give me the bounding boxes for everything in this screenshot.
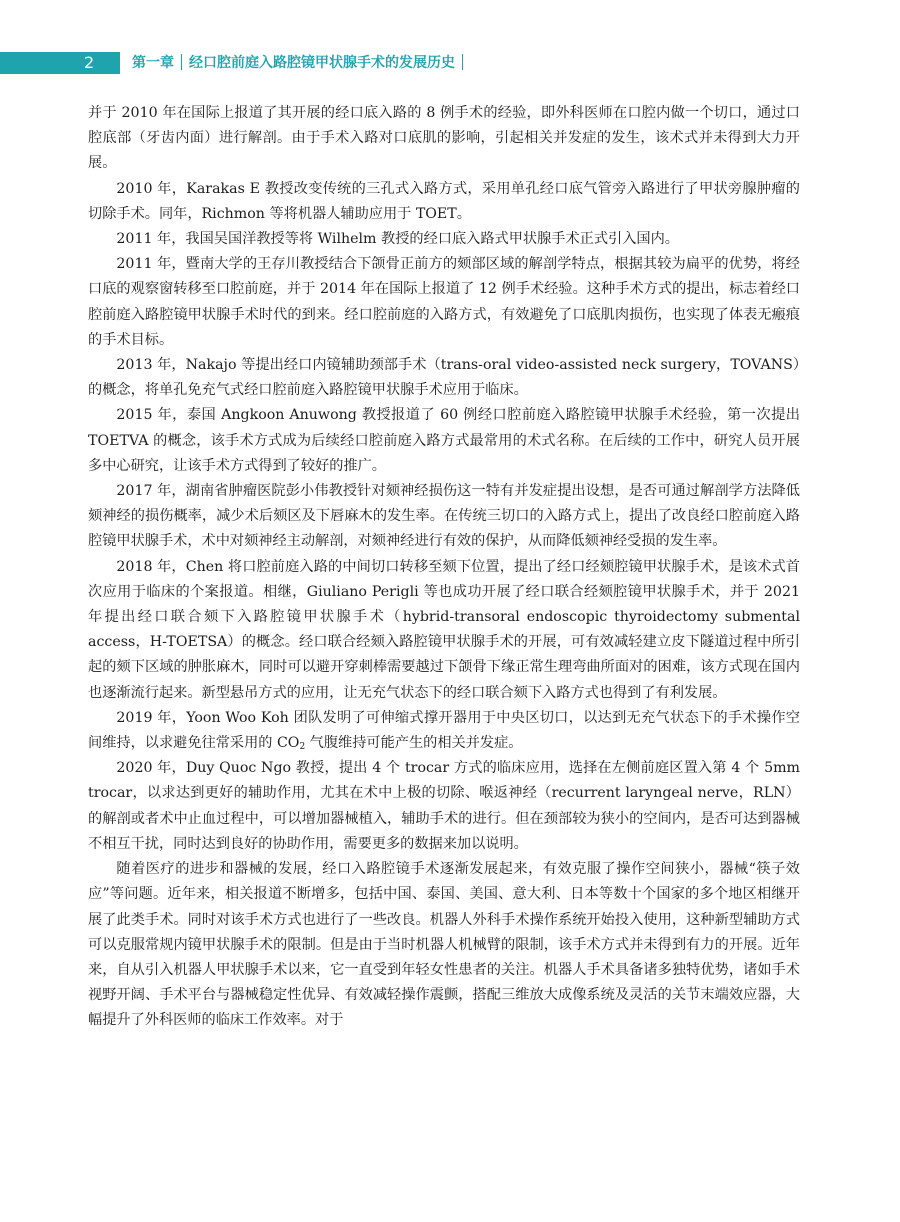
paragraph: 2015 年，泰国 Angkoon Anuwong 教授报道了 60 例经口腔前庭入路腔镜甲状腺手术经验，第一次提出 TOETVA 的概念，该手术方式成为后续经口腔前庭入路方式最常用的术式名称。在后续的工作中，研究人员开展多中心研究，让该手术方式得到了较好的推广。 — [88, 407, 800, 474]
paragraph: 2013 年，Nakajo 等提出经口内镜辅助颈部手术（trans-oral video-assisted neck surgery，TOVANS）的概念，将单孔免充气式经口腔前庭入路腔镜甲状腺手术应用于临床。 — [88, 357, 800, 399]
header-divider — [181, 54, 182, 70]
page-number-bar — [0, 52, 120, 74]
paragraph: 2018 年，Chen 将口腔前庭入路的中间切口转移至颏下位置，提出了经口经颏腔镜甲状腺手术，是该术式首次应用于临床的个案报道。相继，Giuliano Perigli 等也成功开展了经口联合经颏腔镜甲状腺手术，并于 2021 年提出经口联合颏下入路腔镜甲状腺手术（hybrid-transoral endoscopic thyroidectomy submental access，H-TOETSA）的概念。经口联合经颏入路腔镜甲状腺手术的开展，可有效减轻建立皮下隧道过程中所引起的颏下区域的肿胀麻木，同时可以避开穿刺棒需要越过下颌骨下缘正常生理弯曲所面对的困难，该方式现在国内也逐渐流行起来。新型悬吊方式的应用，让无充气状态下的经口联合颏下入路方式也得到了有利发展。 — [88, 558, 800, 701]
page-number: 2 — [84, 53, 95, 72]
header-divider-end — [462, 54, 463, 70]
paragraph: 2010 年，Karakas E 教授改变传统的三孔式入路方式，采用单孔经口底气管旁入路进行了甲状旁腺肿瘤的切除手术。同年，Richmon 等将机器人辅助应用于 TOET。 — [88, 180, 800, 222]
paragraph: 2020 年，Duy Quoc Ngo 教授，提出 4 个 trocar 方式的临床应用，选择在左侧前庭区置入第 4 个 5mm trocar，以求达到更好的辅助作用，尤其在术中上极的切除、喉返神经（recurrent laryngeal nerve，RLN）的解剖或者术中止血过程中，可以增加器械植入，辅助手术的进行。但在颈部较为狭小的空间内，是否可达到器械不相互干扰，同时达到良好的协助作用，需要更多的数据来加以说明。 — [88, 760, 800, 852]
paragraph: 2017 年，湖南省肿瘤医院彭小伟教授针对颏神经损伤这一特有并发症提出设想，是否可通过解剖学方法降低颏神经的损伤概率，减少术后颏区及下唇麻木的发生率。在传统三切口的入路方式上，提出了改良经口腔前庭入路腔镜甲状腺手术，术中对颏神经主动解剖，对颏神经进行有效的保护，从而降低颏神经受损的发生率。 — [88, 483, 800, 550]
chapter-label: 第一章 — [132, 55, 174, 71]
paragraph: 随着医疗的进步和器械的发展，经口入路腔镜手术逐渐发展起来，有效克服了操作空间狭小，器械“筷子效应”等问题。近年来，相关报道不断增多，包括中国、泰国、美国、意大利、日本等数十个国家的多个地区相继开展了此类手术。同时对该手术方式也进行了一些改良。机器人外科手术操作系统开始投入使用，这种新型辅助方式可以克服常规内镜甲状腺手术的限制。但是由于当时机器人机械臂的限制，该手术方式并未得到有力的开展。近年来，自从引入机器人甲状腺手术以来，它一直受到年轻女性患者的关注。机器人手术具备诸多独特优势，诸如手术视野开阔、手术平台与器械稳定性优异、有效减轻操作震颤，搭配三维放大成像系统及灵活的关节末端效应器，大幅提升了外科医师的临床工作效率。对于 — [88, 861, 800, 1029]
chapter-heading — [132, 52, 470, 74]
paragraph-co2 — [88, 706, 800, 756]
subscript: 2 — [299, 742, 306, 753]
paragraph: 2011 年，暨南大学的王存川教授结合下颌骨正前方的颏部区域的解剖学特点，根据其较为扁平的优势，将经口底的观察窗转移至口腔前庭，并于 2014 年在国际上报道了 12 例手术经验。这种手术方式的提出，标志着经口腔前庭入路腔镜甲状腺手术时代的到来。经口腔前庭的入路方式，有效避免了口底肌肉损伤，也实现了体表无瘢痕的手术目标。 — [88, 256, 800, 348]
body-text — [88, 101, 800, 1034]
paragraph-part: 气腹维持可能产生的相关并发症。 — [305, 735, 523, 752]
paragraph: 2011 年，我国吴国洋教授等将 Wilhelm 教授的经口底入路式甲状腺手术正式引入国内。 — [116, 231, 679, 248]
paragraph-part: 2019 年，Yoon Woo Koh 团队发明了可伸缩式撑开器用于中央区切口，以达到无充气状态下的手术操作空间维持，以求避免往常采用的 CO — [88, 709, 800, 752]
paragraph-continued: 并于 2010 年在国际上报道了其开展的经口底入路的 8 例手术的经验，即外科医师在口腔内做一个切口，通过口腔底部（牙齿内面）进行解剖。由于手术入路对口底肌的影响，引起相关并发症的发生，该术式并未得到大力开展。 — [88, 105, 800, 172]
chapter-title: 经口腔前庭入路腔镜甲状腺手术的发展历史 — [189, 55, 455, 71]
running-header — [0, 52, 900, 74]
